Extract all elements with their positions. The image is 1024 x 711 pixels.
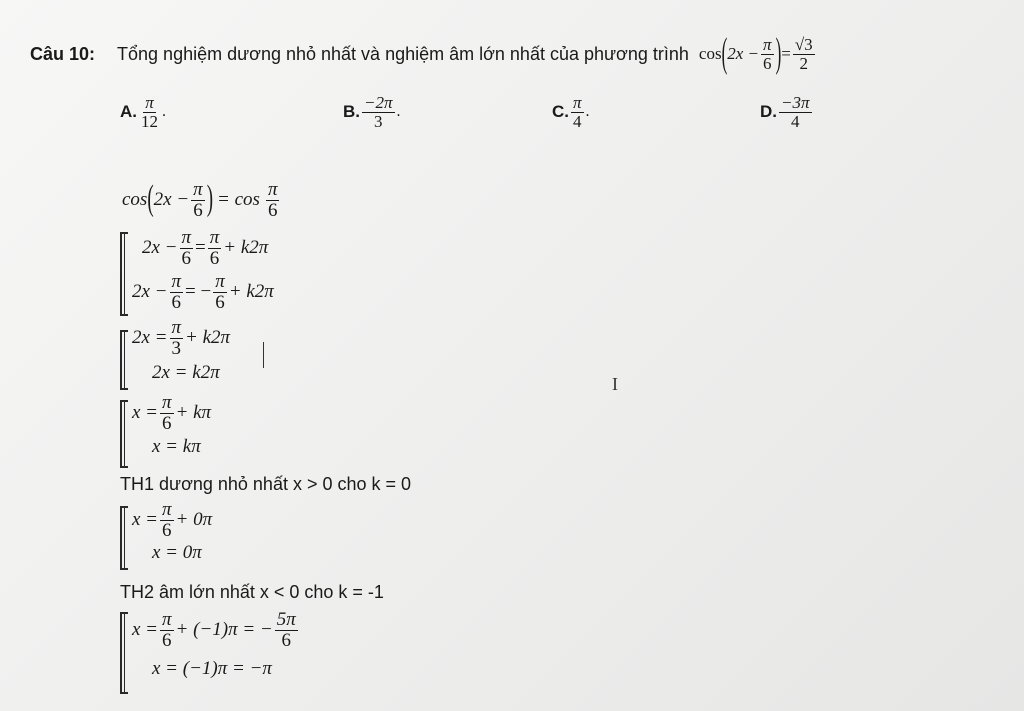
solution-step-6b: x = (−1)π = −π — [152, 658, 272, 679]
option-a-suffix: . — [162, 103, 166, 121]
option-c-value: $\frac{\pi}{4}$ — [573, 93, 582, 131]
question-text: Tổng nghiệm dương nhỏ nhất và nghiệm âm lớn nhất của phương trình — [117, 43, 689, 64]
solution-step-3b: 2x = k2π — [152, 362, 220, 383]
solution-step-4a: x = $\frac{\pi}{6}$ + kπ — [132, 392, 212, 434]
option-a — [120, 94, 166, 131]
bracket-step-4 — [120, 400, 128, 468]
option-c-label: C. — [552, 102, 569, 122]
solution-step-5a: x = $\frac{\pi}{6}$ + 0π — [132, 499, 213, 541]
option-a-value: $\frac{\pi}{12}$ — [141, 93, 158, 131]
eq-open-paren: ( — [721, 30, 728, 76]
solution-step-5b: x = 0π — [152, 542, 202, 563]
option-d — [760, 94, 814, 131]
eq-cos: cos — [698, 44, 722, 64]
option-c-suffix: . — [585, 103, 590, 121]
case-1-text: TH1 dương nhỏ nhất x > 0 cho k = 0 — [120, 474, 412, 494]
eq-equals: = — [781, 44, 791, 64]
case-2-text: TH2 âm lớn nhất x < 0 cho k = -1 — [120, 582, 384, 602]
solution-step-2a: 2x − $\frac{\pi}{6}$ = $\frac{\pi}{6}$ + k2π — [142, 227, 269, 269]
option-d-value: $\frac{-3\pi}{4}$ — [781, 93, 810, 131]
question-line — [30, 30, 817, 76]
bracket-step-6 — [120, 612, 128, 694]
option-b-value: $\frac{-2\pi}{3}$ — [364, 93, 393, 131]
question-number: Câu 10: — [30, 43, 96, 64]
option-b-label: B. — [343, 102, 360, 122]
solution-step-3a: 2x = $\frac{\pi}{3}$ + k2π — [132, 317, 231, 359]
option-a-label: A. — [120, 102, 137, 122]
question-equation — [698, 30, 817, 76]
bracket-step-5 — [120, 506, 128, 570]
option-d-label: D. — [760, 102, 777, 122]
bracket-step-2 — [120, 232, 128, 316]
solution-step-4b: x = kπ — [152, 436, 201, 457]
eq-rhs-fraction: $\frac{√3}{2}$ — [794, 35, 813, 73]
option-c — [552, 94, 590, 131]
solution-step-1: cos ( 2x − $\frac{\pi}{6}$ ) = cos $\frac{\pi}{6}$ — [122, 179, 278, 221]
option-b — [343, 94, 401, 131]
bracket-step-3 — [120, 330, 128, 390]
mouse-ibeam-cursor: I — [612, 374, 618, 394]
text-caret — [263, 342, 264, 368]
eq-close-paren: ) — [775, 30, 782, 76]
eq-fraction: $\frac{\pi}{6}$ — [763, 35, 772, 73]
solution-step-6a: x = $\frac{\pi}{6}$ + (−1)π = − $\frac{5\pi}{6}$ — [132, 609, 296, 651]
option-b-suffix: . — [396, 103, 401, 121]
eq-arg: 2x − — [727, 44, 760, 64]
solution-step-2b: 2x − $\frac{\pi}{6}$ = − $\frac{\pi}{6}$ + k2π — [132, 271, 274, 313]
